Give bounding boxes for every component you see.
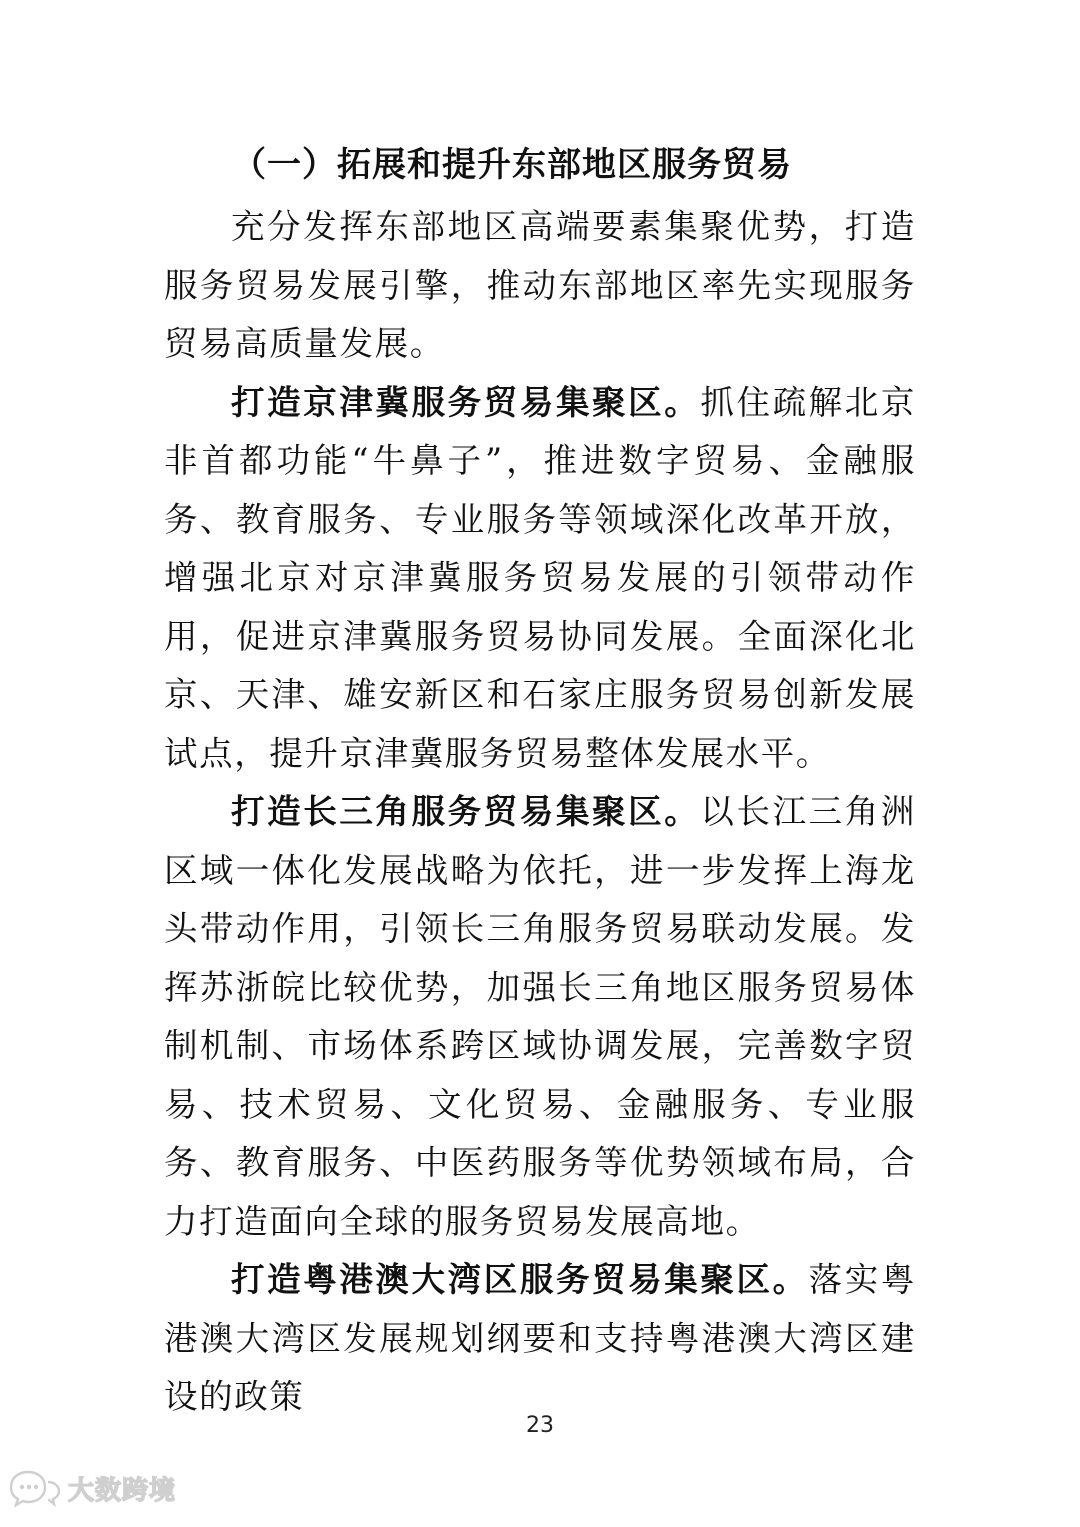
paragraph xyxy=(164,783,916,1251)
paragraph-text: 以长江三角洲区域一体化发展战略为依托，进一步发挥上海龙头带动作用，引领长三角服务贸易联动发展。发挥苏浙皖比较优势，加强长三角地区服务贸易体制机制、市场体系跨区域协调发展，完善数字贸易、技术贸易、文化贸易、金融服务、专业服务、教育服务、中医药服务等优势领域布局，合力打造面向全球的服务贸易发展高地。 xyxy=(164,792,916,1241)
body-text xyxy=(164,198,916,1427)
paragraph-text: 落实粤港澳大湾区发展规划纲要和支持粤港澳大湾区建设的政策 xyxy=(164,1260,916,1416)
section-heading: （一）拓展和提升东部地区服务贸易 xyxy=(232,145,792,185)
watermark-text: 大数跨境 xyxy=(68,1475,177,1506)
watermark xyxy=(8,1462,176,1514)
paragraph-text: 充分发挥东部地区高端要素集聚优势，打造服务贸易发展引擎，推动东部地区率先实现服务贸易高质量发展。 xyxy=(164,207,916,363)
paragraph-lead: 打造粤港澳大湾区服务贸易集聚区。 xyxy=(231,1260,809,1299)
page-number: 23 xyxy=(526,1413,554,1438)
paragraph xyxy=(164,374,916,784)
paragraph xyxy=(164,1251,916,1427)
paragraph xyxy=(164,198,916,374)
paragraph-lead: 打造京津冀服务贸易集聚区。 xyxy=(231,382,701,422)
paragraph-lead: 打造长三角服务贸易集聚区。 xyxy=(231,792,701,831)
chat-bubble-logo-icon xyxy=(8,1468,62,1508)
paragraph-text: 抓住疏解北京非首都功能“牛鼻子”，推进数字贸易、金融服务、教育服务、专业服务等领域深化改革开放，增强北京对京津冀服务贸易发展的引领带动作用，促进京津冀服务贸易协同发展。全面深化北京、天津、雄安新区和石家庄服务贸易创新发展试点，提升京津冀服务贸易整体发展水平。 xyxy=(164,382,916,773)
